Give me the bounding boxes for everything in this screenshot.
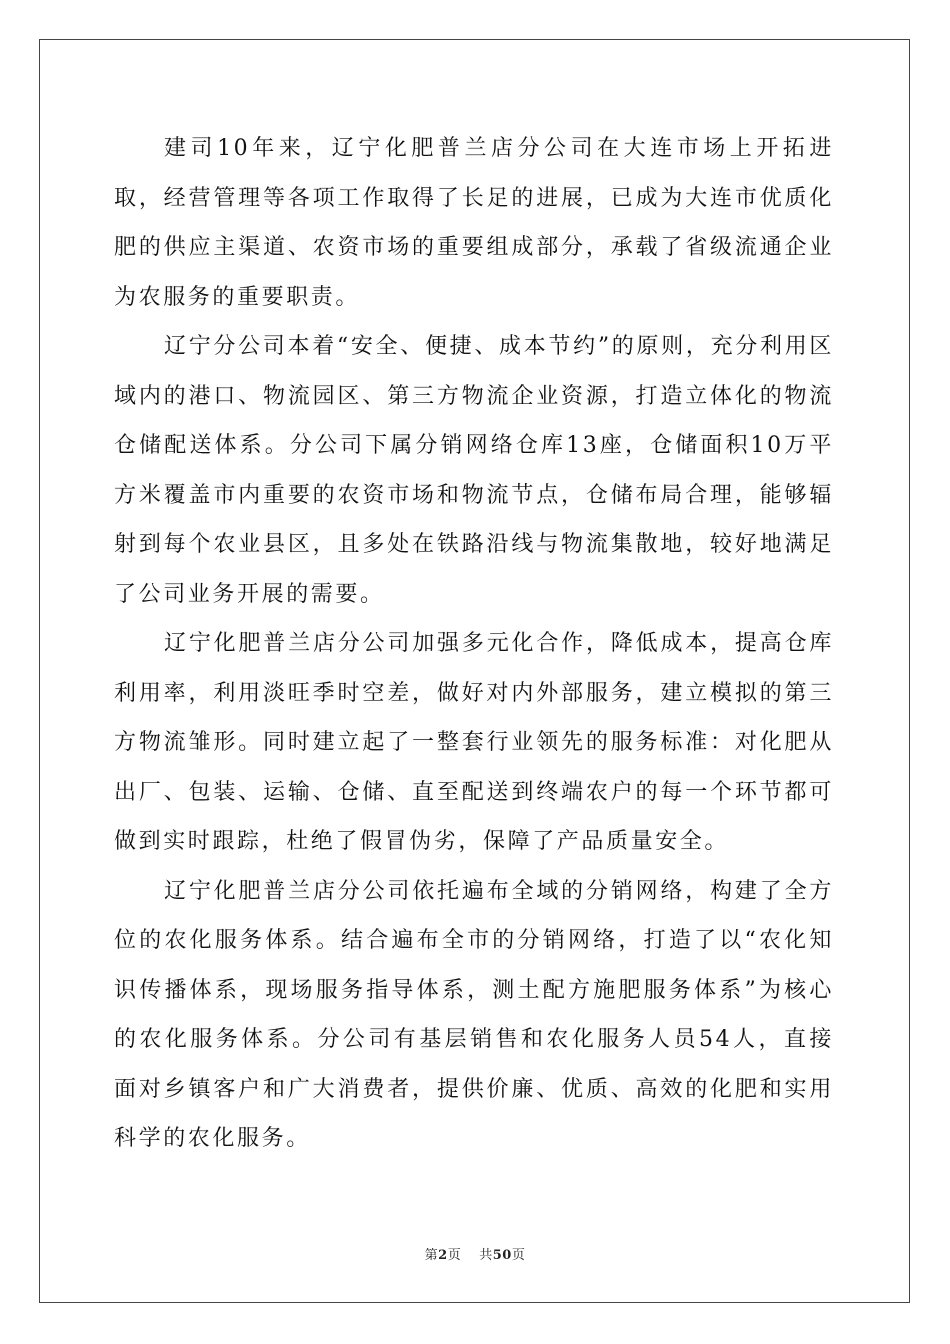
paragraph-3: 辽宁化肥普兰店分公司加强多元化合作，降低成本，提高仓库利用率，利用淡旺季时空差，做好对内外部服务，建立模拟的第三方物流雏形。同时建立起了一整套行业领先的服务标准：对化肥从出厂、包装、运输、仓储、直至配送到终端农户的每一个环节都可做到实时跟踪，杜绝了假冒伪劣，保障了产品质量安全。 xyxy=(114,631,834,854)
paragraph-1: 建司10年来，辽宁化肥普兰店分公司在大连市场上开拓进取，经营管理等各项工作取得了长足的进展，已成为大连市优质化肥的供应主渠道、农资市场的重要组成部分，承载了省级流通企业为农服务的重要职责。 xyxy=(114,136,834,310)
paragraph-4: 辽宁化肥普兰店分公司依托遍布全域的分销网络，构建了全方位的农化服务体系。结合遍布全市的分销网络，打造了以“农化知识传播体系，现场服务指导体系，测土配方施肥服务体系”为核心的农化服务体系。分公司有基层销售和农化服务人员54人，直接面对乡镇客户和广大消费者，提供价廉、优质、高效的化肥和实用科学的农化服务。 xyxy=(114,878,834,1151)
page-total-count: 50 xyxy=(492,1248,512,1263)
document-body xyxy=(114,124,834,1164)
page-footer xyxy=(0,1244,950,1263)
paragraph-2: 辽宁分公司本着“安全、便捷、成本节约”的原则，充分利用区域内的港口、物流园区、第三方物流企业资源，打造立体化的物流仓储配送体系。分公司下属分销网络仓库13座，仓储面积10万平方米覆盖市内重要的农资市场和物流节点，仓储布局合理，能够辐射到每个农业县区，且多处在铁路沿线与物流集散地，较好地满足了公司业务开展的需要。 xyxy=(114,334,834,607)
page-total-suffix: 页 xyxy=(511,1248,526,1263)
page-number-prefix: 第 xyxy=(424,1248,439,1263)
page-number-current: 2 xyxy=(438,1248,448,1263)
page-number-suffix: 页 xyxy=(447,1248,462,1263)
page-total-prefix: 共 xyxy=(479,1248,493,1263)
